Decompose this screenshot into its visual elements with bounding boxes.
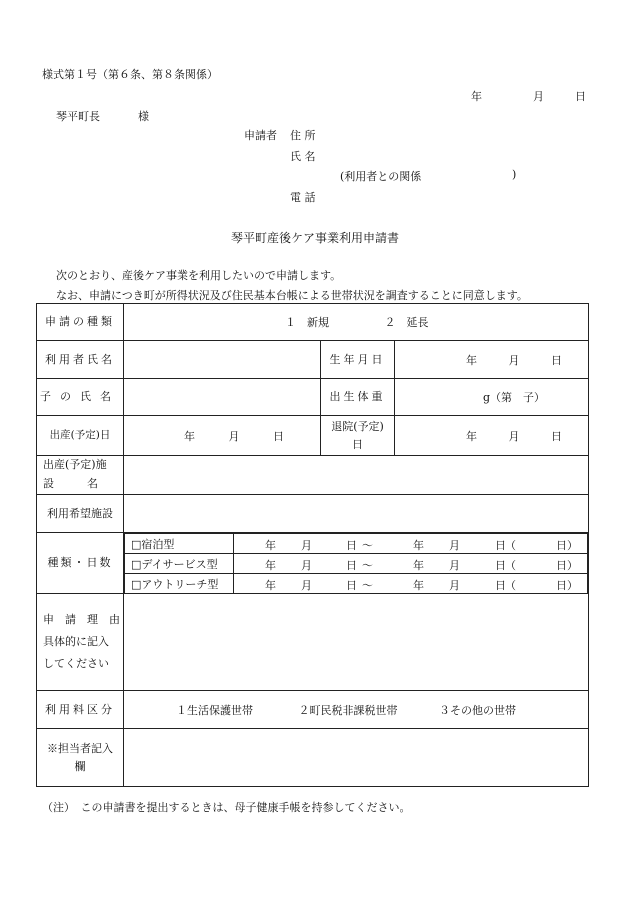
staff-label: ※担当者記入 欄 xyxy=(37,729,124,787)
intro-line-2: なお、申請につき町が所得状況及び住民基本台帳による世帯状況を調査することに同意します。 xyxy=(56,289,528,302)
row-child-name xyxy=(37,379,589,416)
fee-option-other[interactable]: ３その他の世帯 xyxy=(439,703,516,717)
delivery-date-field[interactable]: 年 月 日 xyxy=(124,416,321,456)
row-staff xyxy=(37,729,589,787)
option-extend[interactable]: ２ 延長 xyxy=(384,316,429,329)
row-delivery-date xyxy=(37,416,589,456)
row-reason xyxy=(37,594,589,691)
applicant-address-label: 住 所 xyxy=(290,129,316,142)
row-kind-days xyxy=(37,533,589,594)
period-day-service[interactable]: 年 月 日 ～ 年 月 日 （ 日） xyxy=(265,559,578,572)
option-stay[interactable]: □宿泊型 xyxy=(125,534,234,554)
option-row xyxy=(125,554,588,574)
child-name-field[interactable] xyxy=(124,379,321,416)
date-month: 月 xyxy=(533,90,544,103)
fee-option-welfare[interactable]: １生活保護世帯 xyxy=(176,703,253,717)
period-outreach[interactable]: 年 月 日 ～ 年 月 日 （ 日） xyxy=(265,579,578,592)
app-type-label: 申請の種類 xyxy=(37,304,124,341)
form-number: 様式第１号（第６条、第８条関係） xyxy=(42,68,218,81)
application-table xyxy=(36,303,589,787)
delivery-facility-label: 出産(予定)施 設 名 xyxy=(37,456,124,495)
birth-weight-label: 出生体重 xyxy=(321,379,395,416)
staff-field[interactable] xyxy=(124,729,589,787)
date-day: 日 xyxy=(575,90,586,103)
applicant-name-label: 氏 名 xyxy=(290,150,316,163)
option-outreach[interactable]: □アウトリーチ型 xyxy=(125,574,234,594)
birthdate-label: 生年月日 xyxy=(321,341,395,379)
form-title: 琴平町産後ケア事業利用申請書 xyxy=(230,231,399,245)
intro-line-1: 次のとおり、産後ケア事業を利用したいので申請します。 xyxy=(56,269,342,282)
option-new[interactable]: １ 新規 xyxy=(285,316,329,329)
option-day-service[interactable]: □デイサービス型 xyxy=(125,554,234,574)
kind-days-label: 種類・日数 xyxy=(37,533,124,594)
row-desired-facility xyxy=(37,495,589,533)
row-application-type xyxy=(37,304,589,341)
fee-label: 利用料区分 xyxy=(37,691,124,729)
relation-open: (利用者との関係 xyxy=(340,170,422,183)
kind-options xyxy=(124,533,588,593)
addressee: 琴平町長 xyxy=(56,110,100,123)
desired-facility-field[interactable] xyxy=(124,495,589,533)
relation-close: ) xyxy=(512,168,517,181)
applicant-label: 申請者 xyxy=(244,129,277,142)
date-year: 年 xyxy=(471,90,482,103)
row-fee-category xyxy=(37,691,589,729)
period-stay[interactable]: 年 月 日 ～ 年 月 日 （ 日） xyxy=(265,539,578,552)
row-user-name xyxy=(37,341,589,379)
delivery-facility-field[interactable] xyxy=(124,456,589,495)
applicant-phone-label: 電 話 xyxy=(290,191,316,204)
reason-field[interactable] xyxy=(124,594,589,691)
user-name-field[interactable] xyxy=(124,341,321,379)
desired-facility-label: 利用希望施設 xyxy=(37,495,124,533)
birth-weight-field[interactable]: g（第 子） xyxy=(395,379,589,416)
option-row xyxy=(125,574,588,594)
reason-label: 申 請 理 由 具体的に記入 してください xyxy=(37,594,124,691)
option-row xyxy=(125,534,588,554)
child-name-label: 子の氏名 xyxy=(37,379,124,416)
delivery-date-label: 出産(予定)日 xyxy=(37,416,124,456)
discharge-label: 退院(予定) 日 xyxy=(321,416,395,456)
discharge-date-field[interactable]: 年 月 日 xyxy=(395,416,589,456)
user-name-label: 利用者氏名 xyxy=(37,341,124,379)
fee-option-tax-exempt[interactable]: ２町民税非課税世帯 xyxy=(298,703,398,717)
addressee-suffix: 様 xyxy=(138,110,149,123)
row-delivery-facility xyxy=(37,456,589,495)
birthdate-field[interactable]: 年 月 日 xyxy=(395,341,589,379)
footer-note: （注） この申請書を提出するときは、母子健康手帳を持参してください。 xyxy=(42,801,411,814)
